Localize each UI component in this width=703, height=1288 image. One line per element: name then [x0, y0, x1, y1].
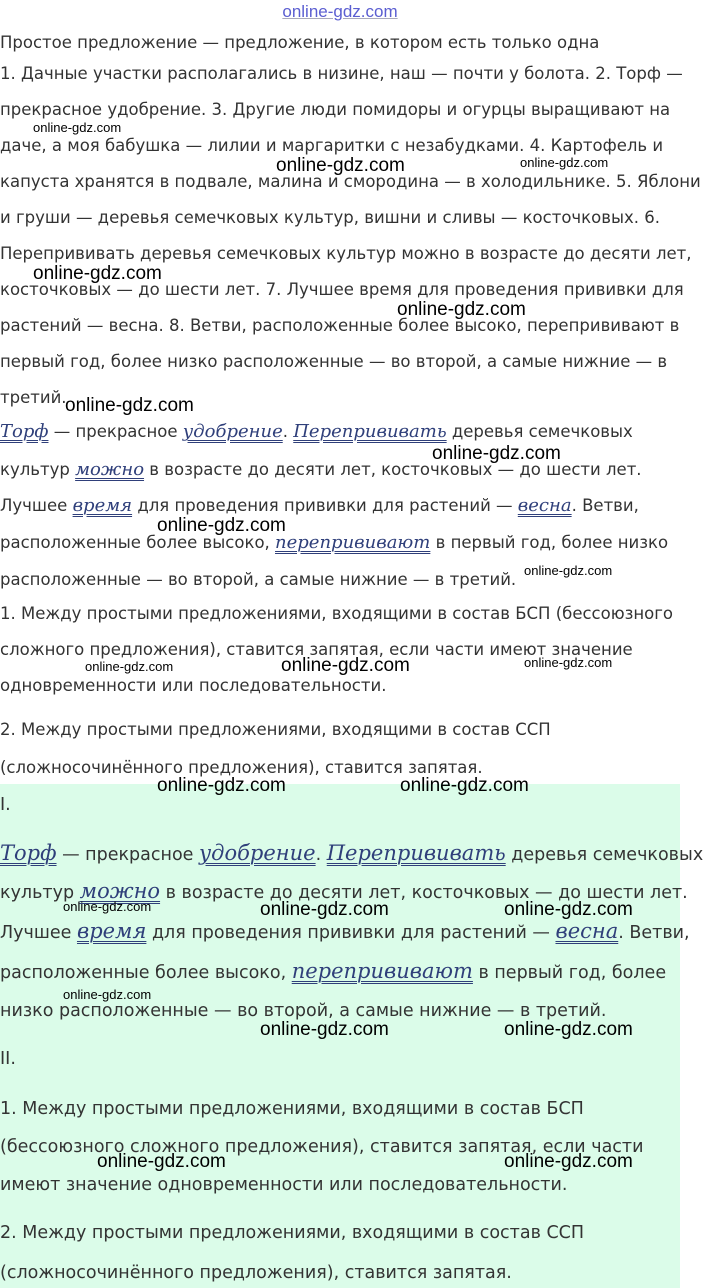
answer-text: Лучшее	[0, 923, 77, 943]
task-line: растений — весна. 8. Ветви, расположенные более высоко, перепрививают в	[0, 316, 680, 335]
answer-text: для проведения прививки для растений —	[146, 923, 556, 943]
answer-text: — прекрасное	[48, 422, 183, 441]
task-line: даче, а моя бабушка — лилии и маргаритки с незабудками. 4. Картофель и	[0, 136, 664, 155]
watermark-text: online-gdz.com	[63, 987, 152, 1002]
rule-line: (сложносочинённого предложения), ставится запятая.	[0, 1263, 512, 1283]
underlined-word: перепрививают	[275, 532, 431, 553]
answer-text: . Ветви,	[571, 496, 639, 515]
answer-text: . Ветви,	[618, 923, 690, 943]
answer-text: культур	[0, 460, 76, 479]
answer-line: низко расположенные — во второй, а самые нижние — в третий.	[0, 1001, 607, 1021]
watermark-text: online-gdz.com	[260, 899, 389, 920]
answer-line	[0, 920, 690, 944]
underlined-word: Торф	[0, 841, 57, 865]
underlined-word: весна	[517, 495, 572, 516]
task-line: прекрасное удобрение. 3. Другие люди помидоры и огурцы выращивают на	[0, 100, 671, 119]
answer-text: в первый год, более низко	[430, 533, 669, 552]
watermark-text: online-gdz.com	[504, 1151, 633, 1172]
answer-text: — прекрасное	[56, 845, 199, 865]
answer-text: .	[282, 422, 294, 441]
rule-line: (бессоюзного сложного предложения), ставится запятая, если части	[0, 1137, 644, 1157]
underlined-word: время	[72, 495, 133, 516]
watermark-text: online-gdz.com	[157, 775, 286, 796]
watermark-text: online-gdz.com	[281, 655, 410, 676]
watermark-text: online-gdz.com	[432, 443, 561, 464]
answer-text: .	[315, 845, 327, 865]
task-line: косточковых — до шести лет. 7. Лучшее время для проведения прививки для	[0, 280, 684, 299]
watermark-text: online-gdz.com	[157, 515, 286, 536]
underlined-word: можно	[75, 459, 145, 480]
answer-text: деревья семечковых	[505, 845, 703, 865]
watermark-text: online-gdz.com	[63, 899, 152, 914]
underlined-word: время	[76, 919, 147, 943]
answer-text: расположенные более высоко,	[0, 533, 276, 552]
watermark-text: online-gdz.com	[260, 1019, 389, 1040]
task-line: Простое предложение — предложение, в котором есть только одна	[0, 33, 600, 52]
rule-line: 1. Между простыми предложениями, входящими в состав БСП	[0, 1099, 584, 1119]
answer-text: в возрасте до десяти лет, косточковых — до шести лет.	[160, 883, 688, 903]
task-line: 1. Дачные участки располагались в низине, наш — почти у болота. 2. Торф —	[0, 64, 683, 83]
section-label: II.	[0, 1049, 16, 1069]
watermark-text: online-gdz.com	[97, 1151, 226, 1172]
underlined-word: удобрение	[182, 421, 283, 442]
answer-line	[0, 842, 703, 866]
rule-line: 1. Между простыми предложениями, входящими в состав БСП (бессоюзного	[0, 604, 674, 623]
answer-text: культур	[0, 883, 80, 903]
watermark-text: online-gdz.com	[276, 155, 405, 176]
watermark-text: online-gdz.com	[524, 563, 613, 578]
watermark-text: online-gdz.com	[524, 655, 613, 670]
task-line: Перепрививать деревья семечковых культур можно в возрасте до десяти лет,	[0, 244, 692, 263]
watermark-text: online-gdz.com	[504, 899, 633, 920]
rule-line: сложного предложения), ставится запятая, если части имеют значение	[0, 640, 633, 659]
site-header-link[interactable]: online-gdz.com	[282, 2, 398, 21]
watermark-text: online-gdz.com	[397, 299, 526, 320]
underlined-word: Торф	[0, 421, 49, 442]
rule-line: имеют значение одновременности или последовательности.	[0, 1175, 568, 1195]
rule-line: (сложносочинённого предложения), ставится запятая.	[0, 758, 483, 777]
answer-line: расположенные — во второй, а самые нижние — в третий.	[0, 570, 517, 589]
answer-line	[0, 422, 633, 442]
watermark-text: online-gdz.com	[520, 155, 609, 170]
answer-line	[0, 533, 668, 553]
underlined-word: перепрививают	[291, 959, 473, 983]
watermark-text: online-gdz.com	[504, 1019, 633, 1040]
answer-line	[0, 496, 639, 516]
answer-line	[0, 960, 666, 984]
watermark-text: online-gdz.com	[85, 659, 174, 674]
watermark-text: online-gdz.com	[33, 120, 122, 135]
underlined-word: Перепрививать	[326, 841, 506, 865]
answer-text: деревья семечковых	[446, 422, 633, 441]
watermark-text: online-gdz.com	[400, 775, 529, 796]
answer-text: расположенные более высоко,	[0, 963, 292, 983]
underlined-word: Перепрививать	[293, 421, 447, 442]
watermark-text: online-gdz.com	[65, 395, 194, 416]
rule-line: одновременности или последовательности.	[0, 676, 387, 695]
underlined-word: удобрение	[198, 841, 316, 865]
rule-line: 2. Между простыми предложениями, входящими в состав ССП	[0, 1223, 585, 1243]
underlined-word: весна	[555, 919, 619, 943]
task-line: третий.	[0, 388, 67, 407]
answer-text: в возрасте до десяти лет, косточковых — до шести лет.	[144, 460, 642, 479]
task-line: первый год, более низко расположенные — во второй, а самые нижние — в	[0, 352, 668, 371]
answer-text: Лучшее	[0, 496, 73, 515]
section-label: I.	[0, 795, 11, 815]
underlined-word: можно	[79, 879, 161, 903]
answer-text: в первый год, более	[472, 963, 667, 983]
answer-text: для проведения прививки для растений —	[132, 496, 518, 515]
task-line: капуста хранятся в подвале, малина и смородина — в холодильнике. 5. Яблони	[0, 172, 701, 191]
watermark-text: online-gdz.com	[33, 263, 162, 284]
rule-line: 2. Между простыми предложениями, входящими в состав ССП	[0, 720, 551, 739]
task-line: и груши — деревья семечковых культур, вишни и сливы — косточковых. 6.	[0, 208, 660, 227]
